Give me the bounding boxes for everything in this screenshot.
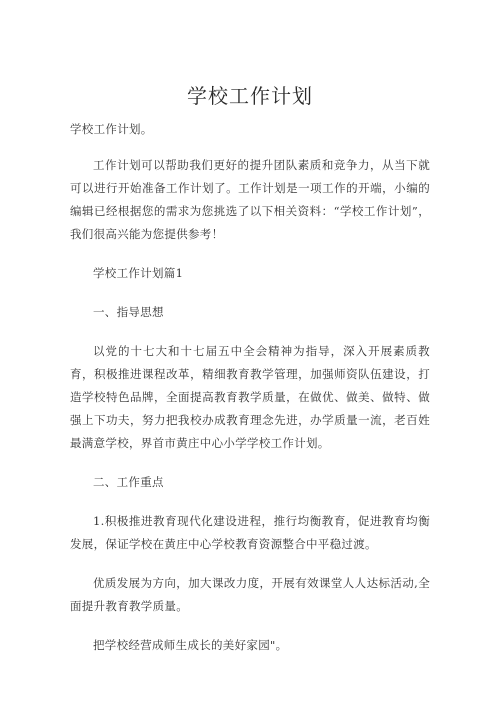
spacer [70,618,430,634]
spacer [70,556,430,572]
heading-guiding-ideology: 一、指导思想 [93,305,164,319]
spacer [70,494,430,510]
spacer [70,246,430,262]
spacer [70,324,430,340]
spacer [70,141,430,154]
paragraph-work-focus-3: 把学校经营成师生成长的美好家园"。 [93,638,288,652]
paragraph-work-focus-2: 优质发展为方向，加大课改力度，开展有效课堂人人达标活动,全面提升教育教学质量。 [70,576,430,613]
paragraph-work-focus-1: 1.积极推进教育现代化建设进程，推行均衡教育，促进教育均衡发展，保证学校在黄庄中心学校教育资源整合中平稳过渡。 [70,514,430,551]
section-title: 学校工作计划篇1 [93,266,184,280]
intro-paragraph: 工作计划可以帮助我们更好的提升团队素质和竞争力，从当下就可以进行开始准备工作计划了。工作计划是一项工作的开端，小编的编辑已经根据您的需求为您挑选了以下相关资料：“学校工作计划”，我们很高兴能为您提供参考！ [70,158,430,241]
paragraph-guiding-ideology: 以党的十七大和十七届五中全会精神为指导，深入开展素质教育，积极推进课程改革，精细教育教学管理，加强师资队伍建设，打造学校特色品牌，全面提高教育教学质量，在做优、做美、做特、做强上下功夫，努力把我校办成教育理念先进，办学质量一流，老百姓最满意学校，界首市黄庄中心小学学校工作计划。 [70,344,430,450]
spacer [70,455,430,471]
document-title: 学校工作计划 [187,84,313,108]
spacer [70,285,430,301]
subtitle-line: 学校工作计划。 [70,122,153,136]
heading-work-focus: 二、工作重点 [93,475,164,489]
